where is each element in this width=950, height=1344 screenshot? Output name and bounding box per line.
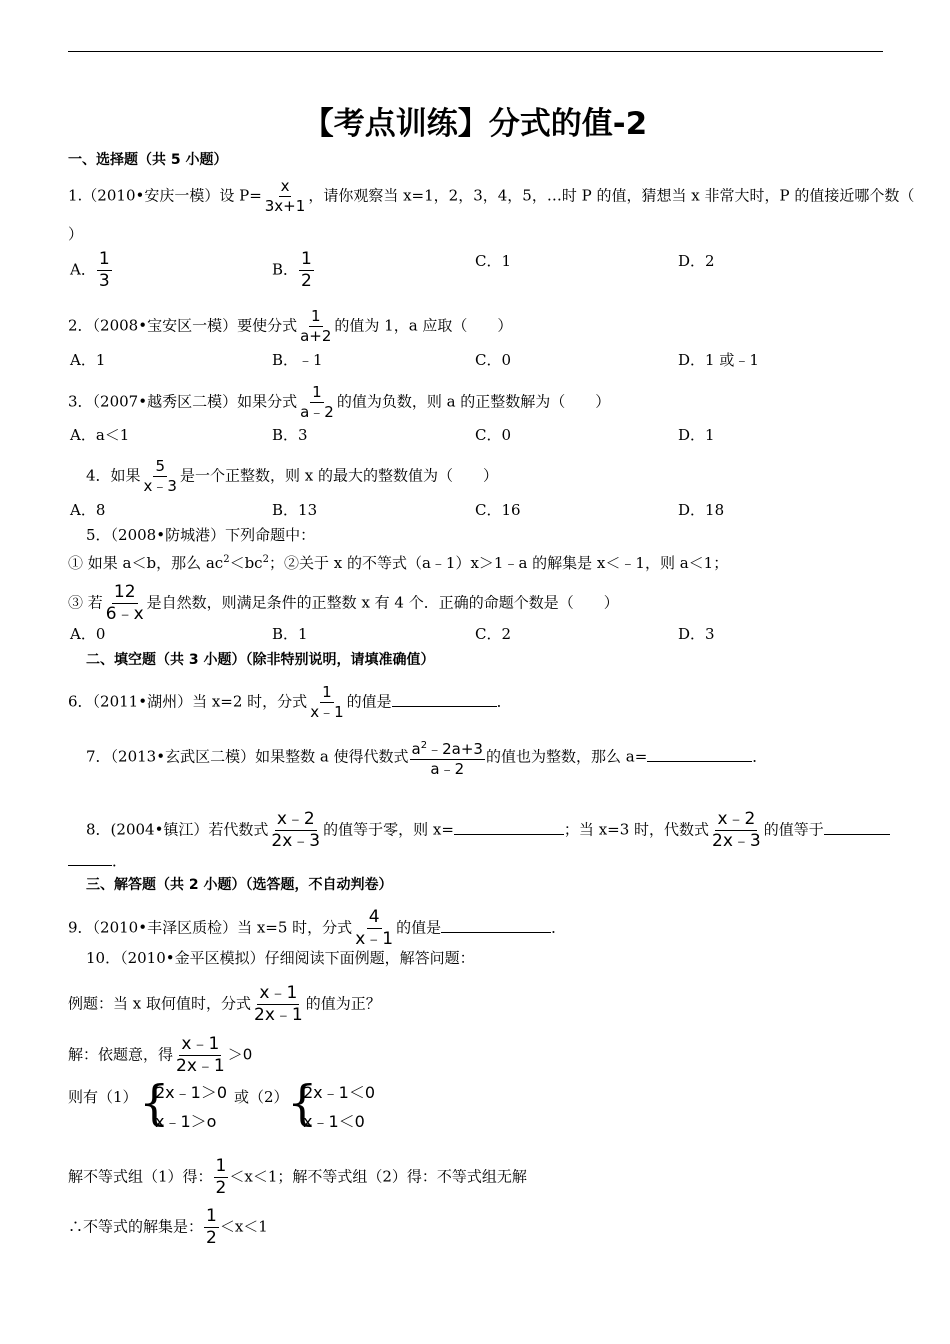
q5-statement-3: ③ 若 $\frac{12}{6﹣x}$ 是自然数，则满足条件的正整数 x 有 4 个．正确的命题个数是（ ）	[68, 582, 619, 624]
question-7: 7．（2013•玄武区二模）如果整数 a 使得代数式 $\frac{a^2﹣2a+3}{a﹣2}$ 的值也为整数，那么 a= ．	[86, 737, 767, 778]
q2-option-d: D．1 或﹣1	[678, 351, 759, 369]
q3-fraction: $\frac{1}{a﹣2}$	[300, 383, 334, 421]
q10-solution-start: 解：依题意，得 $\frac{x﹣1}{2x﹣1}$ ＞0	[68, 1034, 253, 1076]
header-rule	[68, 51, 883, 52]
question-6: 6．（2011•湖州）当 x=2 时，分式 $\frac{1}{x﹣1}$ 的值是 ．	[68, 683, 512, 721]
q2-option-a: A．1	[70, 351, 106, 369]
q1-text: 1.（2010•安庆一模）设 P=	[68, 186, 262, 205]
system-2: 2x﹣1＜0 x﹣1＜0	[303, 1083, 376, 1131]
q1-option-d: D．2	[678, 252, 715, 270]
q1-fraction: $\frac{x}{3x+1}$	[264, 177, 306, 215]
q8-answer-blank-1[interactable]	[454, 819, 564, 835]
q8-answer-blank-2-cont[interactable]	[68, 850, 112, 866]
q5-option-b: B．1	[272, 625, 308, 643]
q4-option-c: C．16	[475, 501, 521, 519]
q9-answer-blank[interactable]	[441, 917, 551, 933]
q1-option-b: B． $\frac{1}{2}$	[272, 249, 312, 291]
question-5-head: 5．（2008•防城港）下列命题中：	[86, 526, 316, 544]
section-heading-choice: 一、选择题（共 5 小题）	[68, 152, 228, 168]
question-2: 2．（2008•宝安区一模）要使分式 $\frac{1}{a+2}$ 的值为 1，a 应取（ ）	[68, 307, 513, 345]
q5-option-c: C．2	[475, 625, 512, 643]
q1-text-tail: ，请你观察当 x=1，2，3，4，5，…时 P 的值，猜想当 x 非常大时，P 的值接近哪个数（	[308, 186, 915, 205]
q8-fraction-1: $\frac{x﹣2}{2x﹣3}$	[271, 809, 321, 851]
q5-fraction: $\frac{12}{6﹣x}$	[105, 582, 144, 624]
q4-fraction: $\frac{5}{x﹣3}$	[143, 457, 177, 495]
system-1: 2x﹣1＞0 x﹣1＞o	[155, 1083, 228, 1131]
q3-option-a: A．a＜1	[70, 426, 130, 444]
q3-option-d: D．1	[678, 426, 715, 444]
q3-option-b: B．3	[272, 426, 308, 444]
q4-option-a: A．8	[70, 501, 106, 519]
page-title: 【考点训练】分式的值-2	[302, 106, 648, 142]
q5-option-a: A．0	[70, 625, 106, 643]
q7-answer-blank[interactable]	[647, 746, 752, 762]
q10-or-label: 或（2）	[234, 1088, 289, 1106]
q8-continuation: ．	[68, 850, 127, 871]
q6-fraction: $\frac{1}{x﹣1}$	[310, 683, 344, 721]
question-3: 3．（2007•越秀区二模）如果分式 $\frac{1}{a﹣2}$ 的值为负数，则 a 的正整数解为（ ）	[68, 383, 611, 421]
half-fraction-2: $\frac{1}{2}$	[206, 1206, 217, 1248]
q1-option-c: C．1	[475, 252, 512, 270]
q5-statements-1-2: ① 如果 a＜b，那么 $ac^2<bc^2$；②关于 x 的不等式（a﹣1）x＞1﹣a 的解集是 x＜﹣1，则 a＜1；	[68, 554, 729, 572]
q6-answer-blank[interactable]	[392, 691, 497, 707]
q10-then-label: 则有（1）	[68, 1088, 138, 1106]
q4-option-d: D．18	[678, 501, 725, 519]
q10-example-fraction: $\frac{x﹣1}{2x﹣1}$	[254, 983, 303, 1025]
section-heading-answer: 三、解答题（共 2 小题）（选答题，不自动判卷）	[86, 877, 393, 893]
q10-result-1: 解不等式组（1）得： $\frac{1}{2}$ ＜x＜1；解不等式组（2）得：不等式组无解	[68, 1156, 527, 1198]
question-1	[68, 178, 914, 215]
q4-option-b: B．13	[272, 501, 318, 519]
q8-answer-blank-2[interactable]	[824, 819, 890, 835]
q7-fraction: $\frac{a^2﹣2a+3}{a﹣2}$	[410, 737, 485, 778]
system-1-brace: {	[139, 1075, 170, 1131]
q1-continuation: ）	[68, 225, 84, 243]
q8-fraction-2: $\frac{x﹣2}{2x﹣3}$	[712, 809, 761, 851]
q5-option-d: D．3	[678, 625, 715, 643]
question-4: 4．如果 $\frac{5}{x﹣3}$ 是一个正整数，则 x 的最大的整数值为（ ）	[86, 457, 498, 495]
section-heading-fill: 二、填空题（共 3 小题）（除非特别说明，请填准确值）	[86, 652, 435, 668]
q2-fraction: $\frac{1}{a+2}$	[300, 307, 332, 345]
q9-fraction: $\frac{4}{x﹣1}$	[355, 907, 394, 949]
q3-option-c: C．0	[475, 426, 512, 444]
q10-solution-fraction: $\frac{x﹣1}{2x﹣1}$	[176, 1034, 225, 1076]
half-fraction-1: $\frac{1}{2}$	[215, 1156, 227, 1198]
q10-result-2: ∴不等式的解集是： $\frac{1}{2}$ ＜x＜1	[68, 1206, 268, 1248]
q1-option-a: A． $\frac{1}{3}$	[70, 249, 110, 291]
system-2-brace: {	[287, 1075, 318, 1131]
question-8: 8．(2004•镇江）若代数式 $\frac{x﹣2}{2x﹣3}$ 的值等于零，则 x= ；当 x=3 时，代数式 $\frac{x﹣2}{2x﹣3}$ 的值等于	[86, 810, 890, 851]
q10-example: 例题：当 x 取何值时，分式 $\frac{x﹣1}{2x﹣1}$ 的值为正？	[68, 983, 381, 1025]
q2-option-c: C．0	[475, 351, 512, 369]
q2-option-b: B．﹣1	[272, 351, 323, 369]
question-10-head: 10．（2010•金平区模拟）仔细阅读下面例题，解答问题：	[86, 949, 475, 967]
question-9: 9．（2010•丰泽区质检）当 x=5 时，分式 $\frac{4}{x﹣1}$ 的值是 ．	[68, 907, 567, 949]
